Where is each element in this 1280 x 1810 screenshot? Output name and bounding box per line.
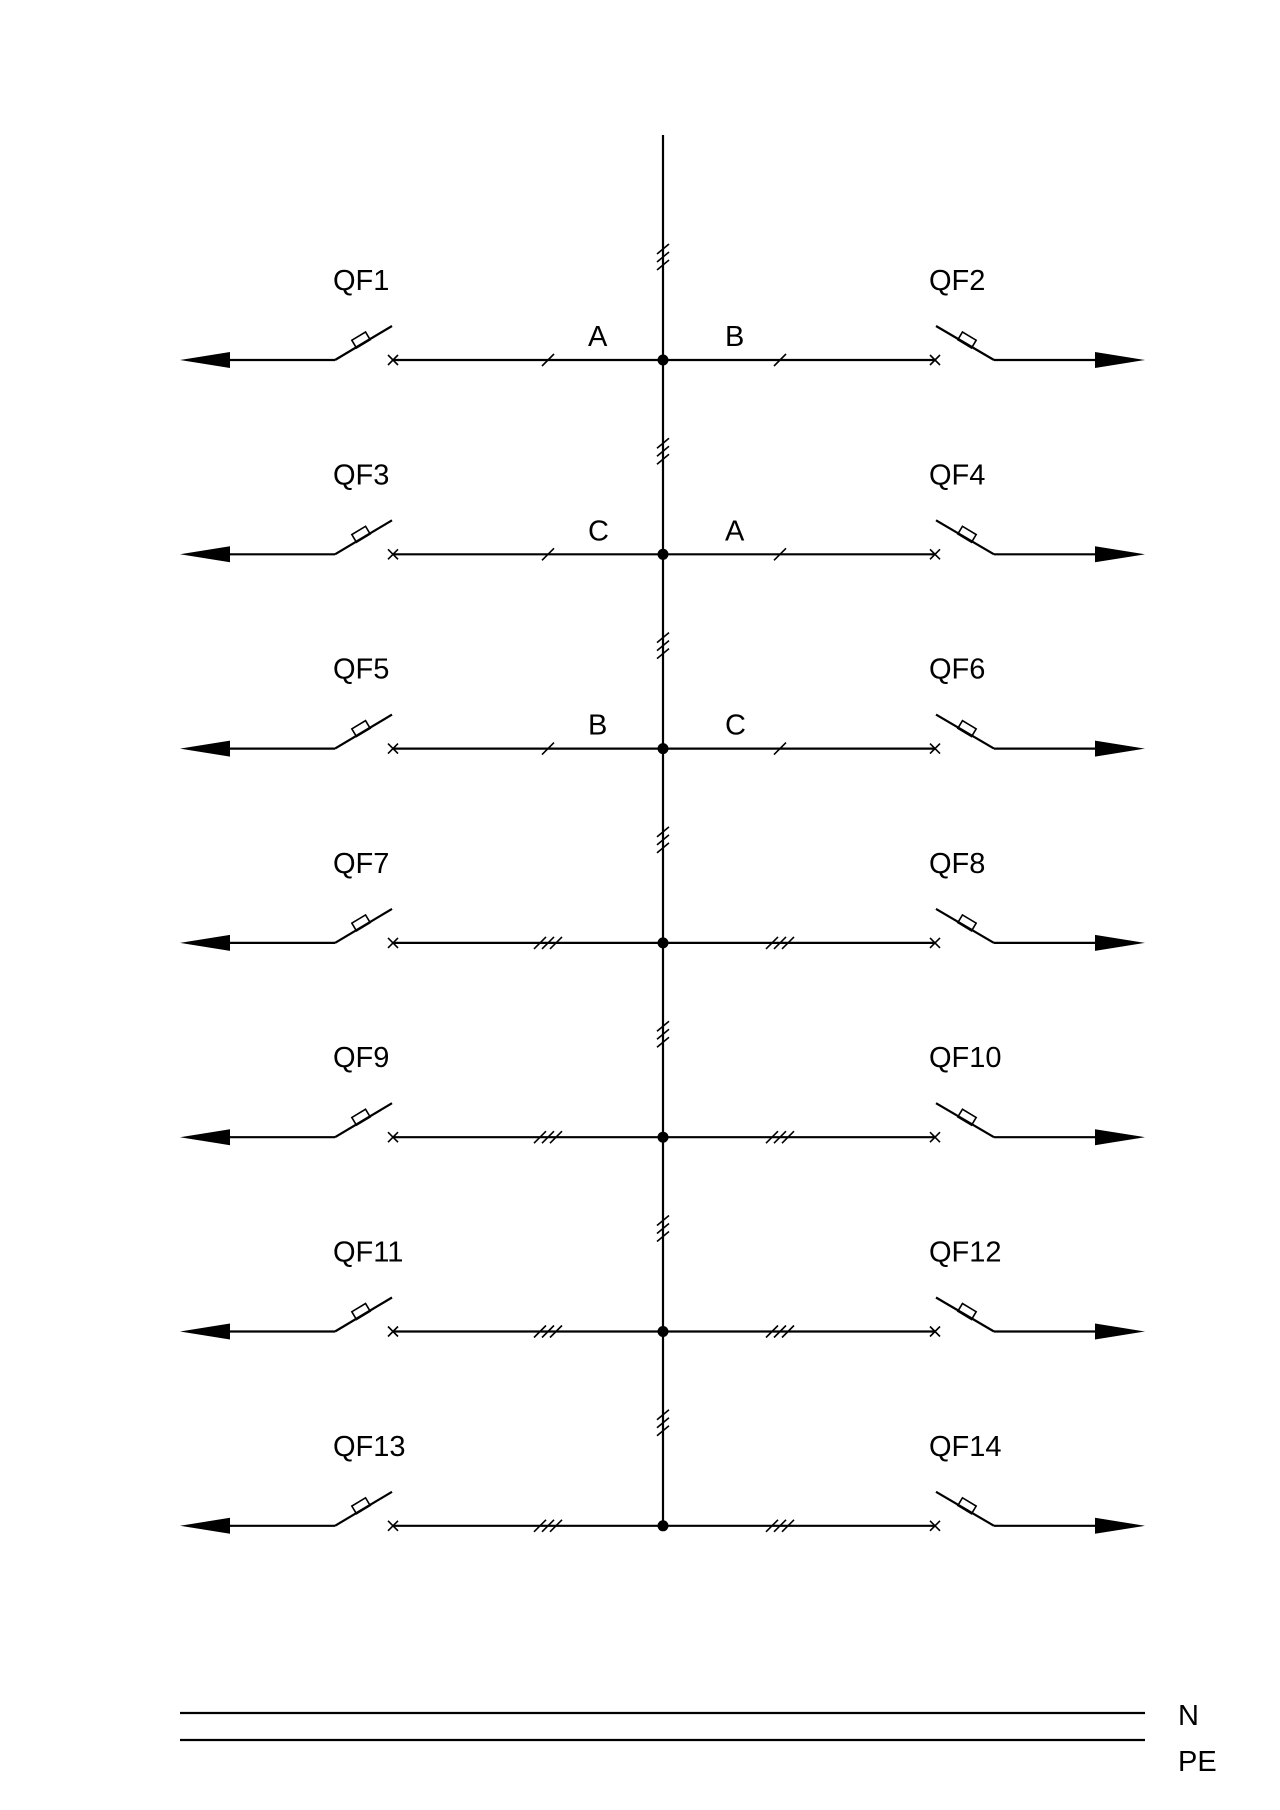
breaker-switch-blade [335, 326, 392, 360]
outgoing-arrow [180, 741, 230, 757]
n-pe-conductors [180, 1700, 1217, 1778]
outgoing-arrow [1095, 1324, 1145, 1340]
breaker-switch-blade [936, 1103, 994, 1137]
outgoing-arrow [1095, 935, 1145, 951]
phase-label: C [588, 515, 609, 548]
outgoing-arrow [180, 1324, 230, 1340]
breaker-switch-blade [936, 326, 994, 360]
left-branch [180, 1431, 663, 1534]
breaker-switch-blade [335, 1298, 392, 1332]
phase-label: B [725, 321, 745, 353]
breaker-label: QF6 [929, 653, 986, 686]
breaker-label: QF9 [333, 1042, 390, 1075]
right-branch [663, 1237, 1145, 1340]
right-branch [663, 265, 1145, 368]
right-branch [663, 848, 1145, 951]
outgoing-arrow [1095, 741, 1145, 757]
breaker-switch-blade [335, 715, 392, 749]
outgoing-arrow [180, 1518, 230, 1534]
outgoing-arrow [180, 352, 230, 368]
breaker-switch-blade [936, 520, 994, 554]
breaker-switch-blade [936, 909, 994, 943]
outgoing-arrow [180, 1129, 230, 1145]
breaker-label: QF14 [929, 1430, 1002, 1463]
left-branch [180, 1042, 663, 1145]
right-branch [663, 654, 1145, 757]
breaker-label: QF12 [929, 1236, 1002, 1269]
breaker-label: QF7 [333, 847, 390, 880]
breaker-label: QF1 [333, 265, 390, 297]
outgoing-arrow [1095, 1129, 1145, 1145]
right-branch [663, 1042, 1145, 1145]
outgoing-arrow [180, 935, 230, 951]
phase-label: C [725, 709, 746, 742]
breaker-switch-blade [936, 1492, 994, 1526]
main-busbar [657, 135, 669, 1526]
breaker-label: QF11 [333, 1236, 404, 1269]
breaker-label: QF5 [333, 653, 390, 686]
breaker-label: QF8 [929, 847, 986, 880]
neutral-label: N [1178, 1700, 1199, 1732]
outgoing-arrow [1095, 1518, 1145, 1534]
phase-label: A [588, 321, 608, 353]
outgoing-arrow [1095, 546, 1145, 562]
outgoing-arrow [1095, 352, 1145, 368]
outgoing-arrow [180, 546, 230, 562]
breaker-label: QF4 [929, 459, 986, 492]
phase-label: A [725, 515, 745, 548]
protective-earth-label: PE [1178, 1746, 1217, 1778]
breaker-switch-blade [335, 909, 392, 943]
left-branch [180, 265, 663, 368]
left-branch [180, 848, 663, 951]
breaker-label: QF3 [333, 459, 390, 492]
breaker-switch-blade [936, 1298, 994, 1332]
breaker-label: QF2 [929, 265, 986, 297]
breaker-label: QF13 [333, 1430, 406, 1463]
breaker-switch-blade [335, 1103, 392, 1137]
right-branch [663, 1431, 1145, 1534]
breaker-label: QF10 [929, 1042, 1002, 1075]
phase-label: B [588, 709, 608, 742]
left-branch [180, 459, 663, 562]
breaker-switch-blade [335, 520, 392, 554]
left-branch [180, 1237, 663, 1340]
left-branch [180, 654, 663, 757]
breaker-switch-blade [936, 715, 994, 749]
right-branch [663, 459, 1145, 562]
breaker-switch-blade [335, 1492, 392, 1526]
